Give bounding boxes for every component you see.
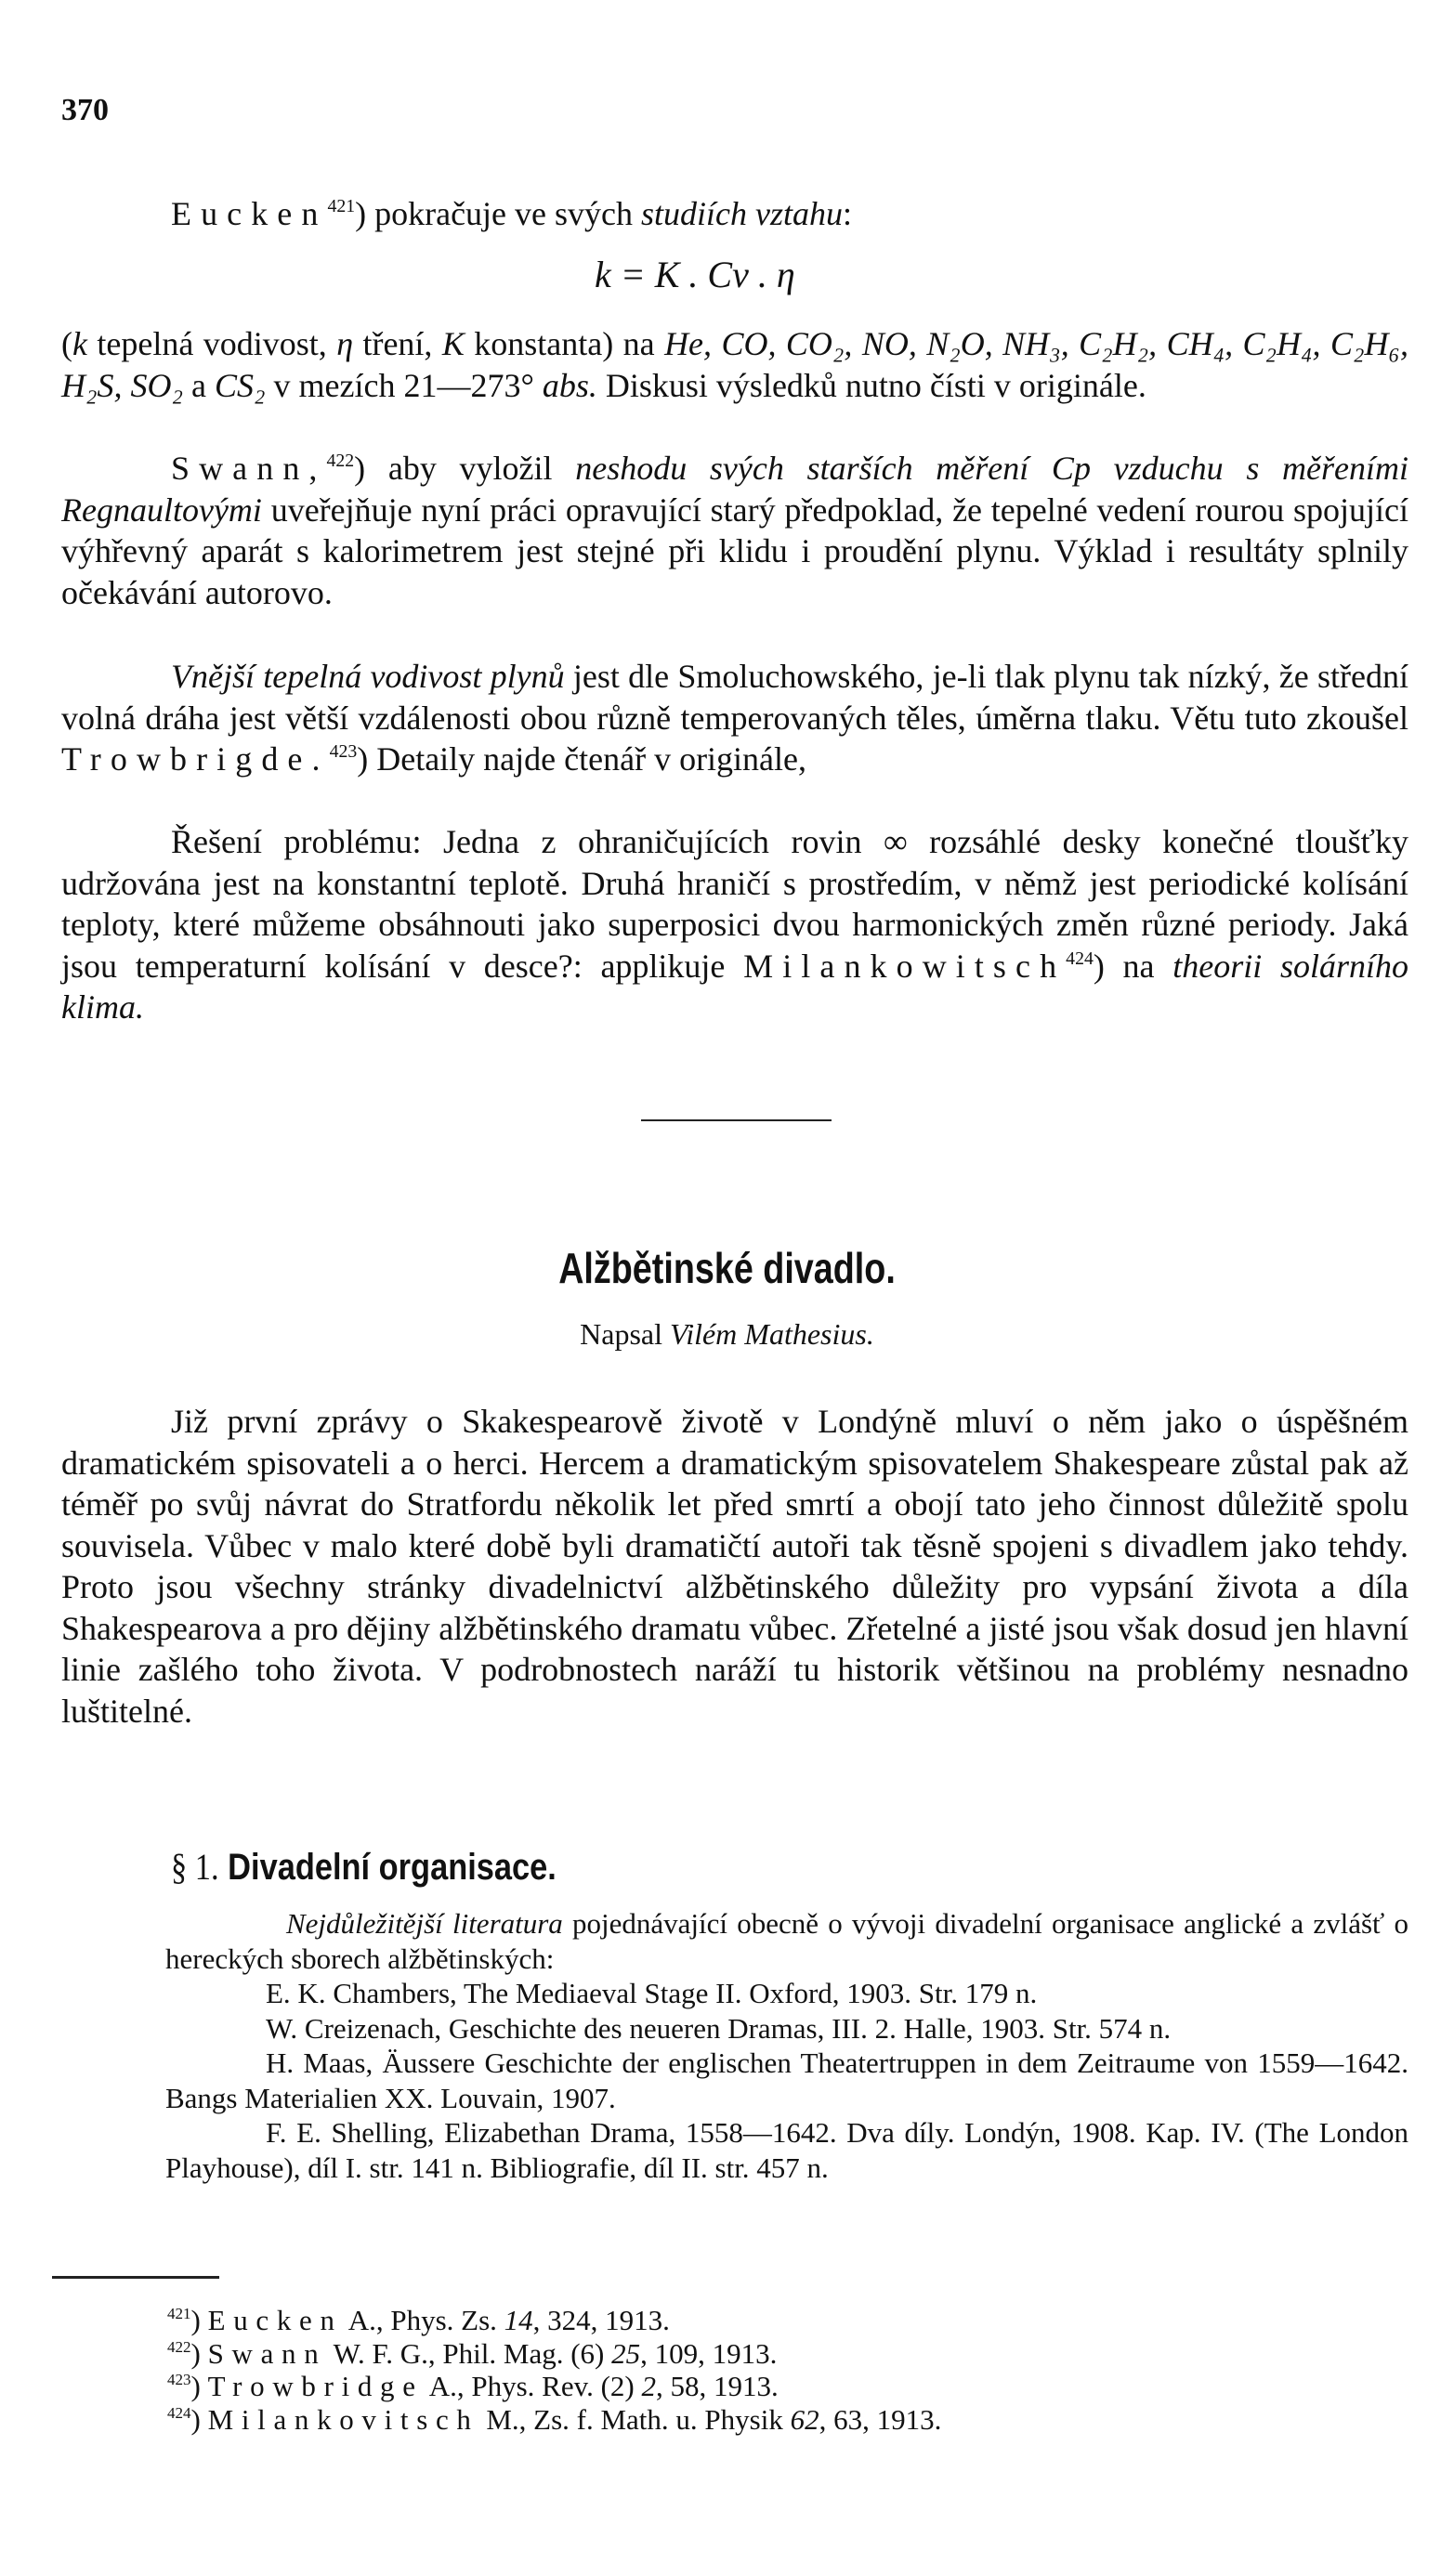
- author-trowbrigde: Trowbrigde.: [61, 740, 330, 778]
- footnote-text: , 324, 1913.: [532, 2304, 670, 2336]
- author-eucken: Eucken: [171, 195, 328, 232]
- literature-item: W. Creizenach, Geschichte des neueren Dramas, III. 2. Halle, 1903. Str. 574 n.: [266, 2011, 1172, 2045]
- literature-item: F. E. Shelling, Elizabethan Drama, 1558—1642. Dva díly. Londýn, 1908. Kap. IV. (The London Playhouse), díl I. str. 141 n. Bibliografie, díl II. str. 457 n.: [165, 2116, 1408, 2184]
- text: Diskusi výsledků nutno čísti v originále.: [596, 366, 1146, 404]
- footnote-number: 421: [167, 2305, 191, 2323]
- ref-422: 422: [326, 451, 355, 472]
- chapter-title: Alžbětinské divadlo.: [558, 1244, 896, 1292]
- footnote-volume: 2: [641, 2370, 656, 2402]
- literature-block: [165, 1906, 1408, 2185]
- section-title: Divadelní organisace.: [228, 1847, 557, 1888]
- footnote-author: Eucken: [207, 2304, 343, 2336]
- footnote: $^{424}$) Milankovitsch M., Zs. f. Math. u. Physik 62, 63, 1913.: [167, 2402, 942, 2436]
- footnote-number: 424: [167, 2403, 191, 2422]
- footnote-volume: 25: [611, 2336, 641, 2370]
- section-number: § 1.: [171, 1846, 219, 1888]
- footnote-author: Swann: [207, 2336, 327, 2370]
- text: ) pokračuje ve svých: [355, 195, 641, 232]
- author-milankowitsch: Milankowitsch: [743, 947, 1067, 985]
- symbol-K: K: [441, 325, 465, 362]
- text: (: [61, 325, 72, 362]
- byline-prefix: Napsal: [580, 1317, 671, 1351]
- text: jest dle Smoluchowského, je-li tlak plynu tak nízký, že střední volná dráha jest větší vzdálenosti obou různě temperovaných těles, úměrna tlaku. Větu tuto zkoušel: [61, 658, 1408, 737]
- text: ) Detaily najde čtenář v originále,: [357, 740, 807, 778]
- text: tepelná vodivost,: [86, 325, 337, 362]
- footnote-author: Milankovitsch: [207, 2402, 479, 2436]
- symbol-k: k: [72, 325, 87, 362]
- footnote-text: , 63, 1913.: [819, 2402, 942, 2436]
- paragraph-swann: [61, 448, 1408, 613]
- footnote: $^{422}$) Swann W. F. G., Phil. Mag. (6) 25, 109, 1913.: [167, 2336, 778, 2370]
- footnote-author: Trowbridge: [207, 2370, 424, 2402]
- footnote-text: A., Phys. Rev. (2): [423, 2370, 642, 2402]
- text: a: [183, 366, 216, 404]
- gas-cs2: CS₂: [215, 366, 266, 404]
- footnotes: [167, 2304, 1282, 2436]
- ref-421: 421: [327, 196, 356, 217]
- footnote-text: M., Zs. f. Math. u. Physik: [478, 2402, 791, 2436]
- formula: k = K . Cv . η: [595, 254, 795, 295]
- footnote-volume: 14: [504, 2304, 533, 2336]
- footnote-number: 423: [167, 2371, 191, 2389]
- italic-text: studiích vztahu: [641, 195, 843, 232]
- author-swann: Swann,: [171, 450, 327, 487]
- footnote-text: , 109, 1913.: [640, 2336, 778, 2370]
- footnote: $^{423}$) Trowbridge A., Phys. Rev. (2) 2, 58, 1913.: [167, 2370, 779, 2402]
- literature-intro: pojednávající obecně o vývoji divadelní organisace anglické a zvlášť o hereckých sborech alžbětinských:: [165, 1907, 1408, 1975]
- paragraph-external-conductivity: [61, 656, 1408, 780]
- paragraph-eucken: [61, 193, 1408, 235]
- footnote-text: W. F. G., Phil. Mag. (6): [326, 2336, 612, 2370]
- text: uveřejňuje nyní práci opravující starý předpoklad, že tepelné vedení rourou spojující výhřevný aparát s kalorimetrem jest stejné při klidu i proudění plynu. Výklad i resultáty splnily očekávání autorovo.: [61, 490, 1408, 611]
- footnote: $^{421}$) Eucken A., Phys. Zs. 14, 324, 1913.: [167, 2304, 670, 2336]
- paragraph-intro: [61, 1401, 1408, 1732]
- separator-rule: [641, 1119, 832, 1121]
- text: :: [842, 195, 852, 232]
- footnote-rule: [52, 2276, 219, 2279]
- byline: [0, 1317, 1454, 1352]
- text: ) aby vyložil: [354, 450, 576, 487]
- footnote-text: , 58, 1913.: [656, 2370, 779, 2402]
- footnote-text: A., Phys. Zs.: [342, 2304, 504, 2336]
- literature-item: E. K. Chambers, The Mediaeval Stage II. Oxford, 1903. Str. 179 n.: [266, 1977, 1038, 2009]
- section-heading: [171, 1845, 557, 1889]
- italic-text: theorii solárního klima.: [61, 947, 1408, 1026]
- italic-text: Nejdůležitější literatura: [286, 1907, 563, 1940]
- text: v mezích 21—273°: [265, 366, 543, 404]
- byline-author: Vilém Mathesius.: [670, 1317, 874, 1351]
- text: ) na: [1093, 947, 1173, 985]
- ref-424: 424: [1066, 948, 1094, 969]
- text: Řešení problému: Jedna z ohraničujících rovin ∞ rozsáhlé desky konečné tloušťky udržována jest na konstantní teplotě. Druhá hraničí s prostředím, v němž jest periodické kolísání teploty, které můžeme obsáhnouti jako superposici dvou harmonických změn různé periody. Jaká jsou temperaturní kolísání v desce?: applikuje: [61, 823, 1408, 985]
- intro-text: Již první zprávy o Skakespearově životě v Londýně mluví o něm jako o úspěšném dramatickém spisovateli a o herci. Hercem a dramatickým spisovatelem Shakespeare zůstal pak až téměř po svůj návrat do Stratfordu několik let před smrtí a obojí tato jeho činnost důležitě spolu souvisela. Vůbec v malo které době byli dramatičtí autoři tak těsně spojeni s divadlem jako tehdy. Proto jsou všechny stránky divadelnictví alžbětinského důležity pro vypsání života a díla Shakespearova a pro dějiny alžbětinského dramatu vůbec. Zřetelné a jisté jsou však dosud jen hlavní linie zašlého toho života. V podrobnostech naráží tu historik většinou na problémy nesnadno luštitelné.: [61, 1403, 1408, 1730]
- text: tření,: [353, 325, 442, 362]
- gas-list: He, CO, CO₂, NO, N₂O, NH₃, C₂H₂, CH₄, C₂H₄, C₂H₆, H₂S, SO₂: [61, 325, 1409, 404]
- footnote-volume: 62: [790, 2402, 819, 2436]
- italic-text: Vnější tepelná vodivost plynů: [171, 658, 565, 695]
- abbr-abs: abs.: [542, 366, 597, 404]
- literature-item: H. Maas, Äussere Geschichte der englischen Theatertruppen in dem Zeitraume von 1559—1642. Bangs Materialien XX. Louvain, 1907.: [165, 2046, 1408, 2114]
- ref-423: 423: [329, 741, 358, 763]
- italic-text: neshodu svých starších měření Cp vzduchu s měřeními Regnaultovými: [61, 450, 1408, 529]
- text: konstanta) na: [464, 325, 665, 362]
- paragraph-conductivity: [61, 323, 1408, 406]
- paragraph-solution: [61, 821, 1408, 1028]
- footnote-number: 422: [167, 2337, 191, 2356]
- page-number: 370: [61, 93, 109, 127]
- symbol-eta: η: [336, 325, 354, 362]
